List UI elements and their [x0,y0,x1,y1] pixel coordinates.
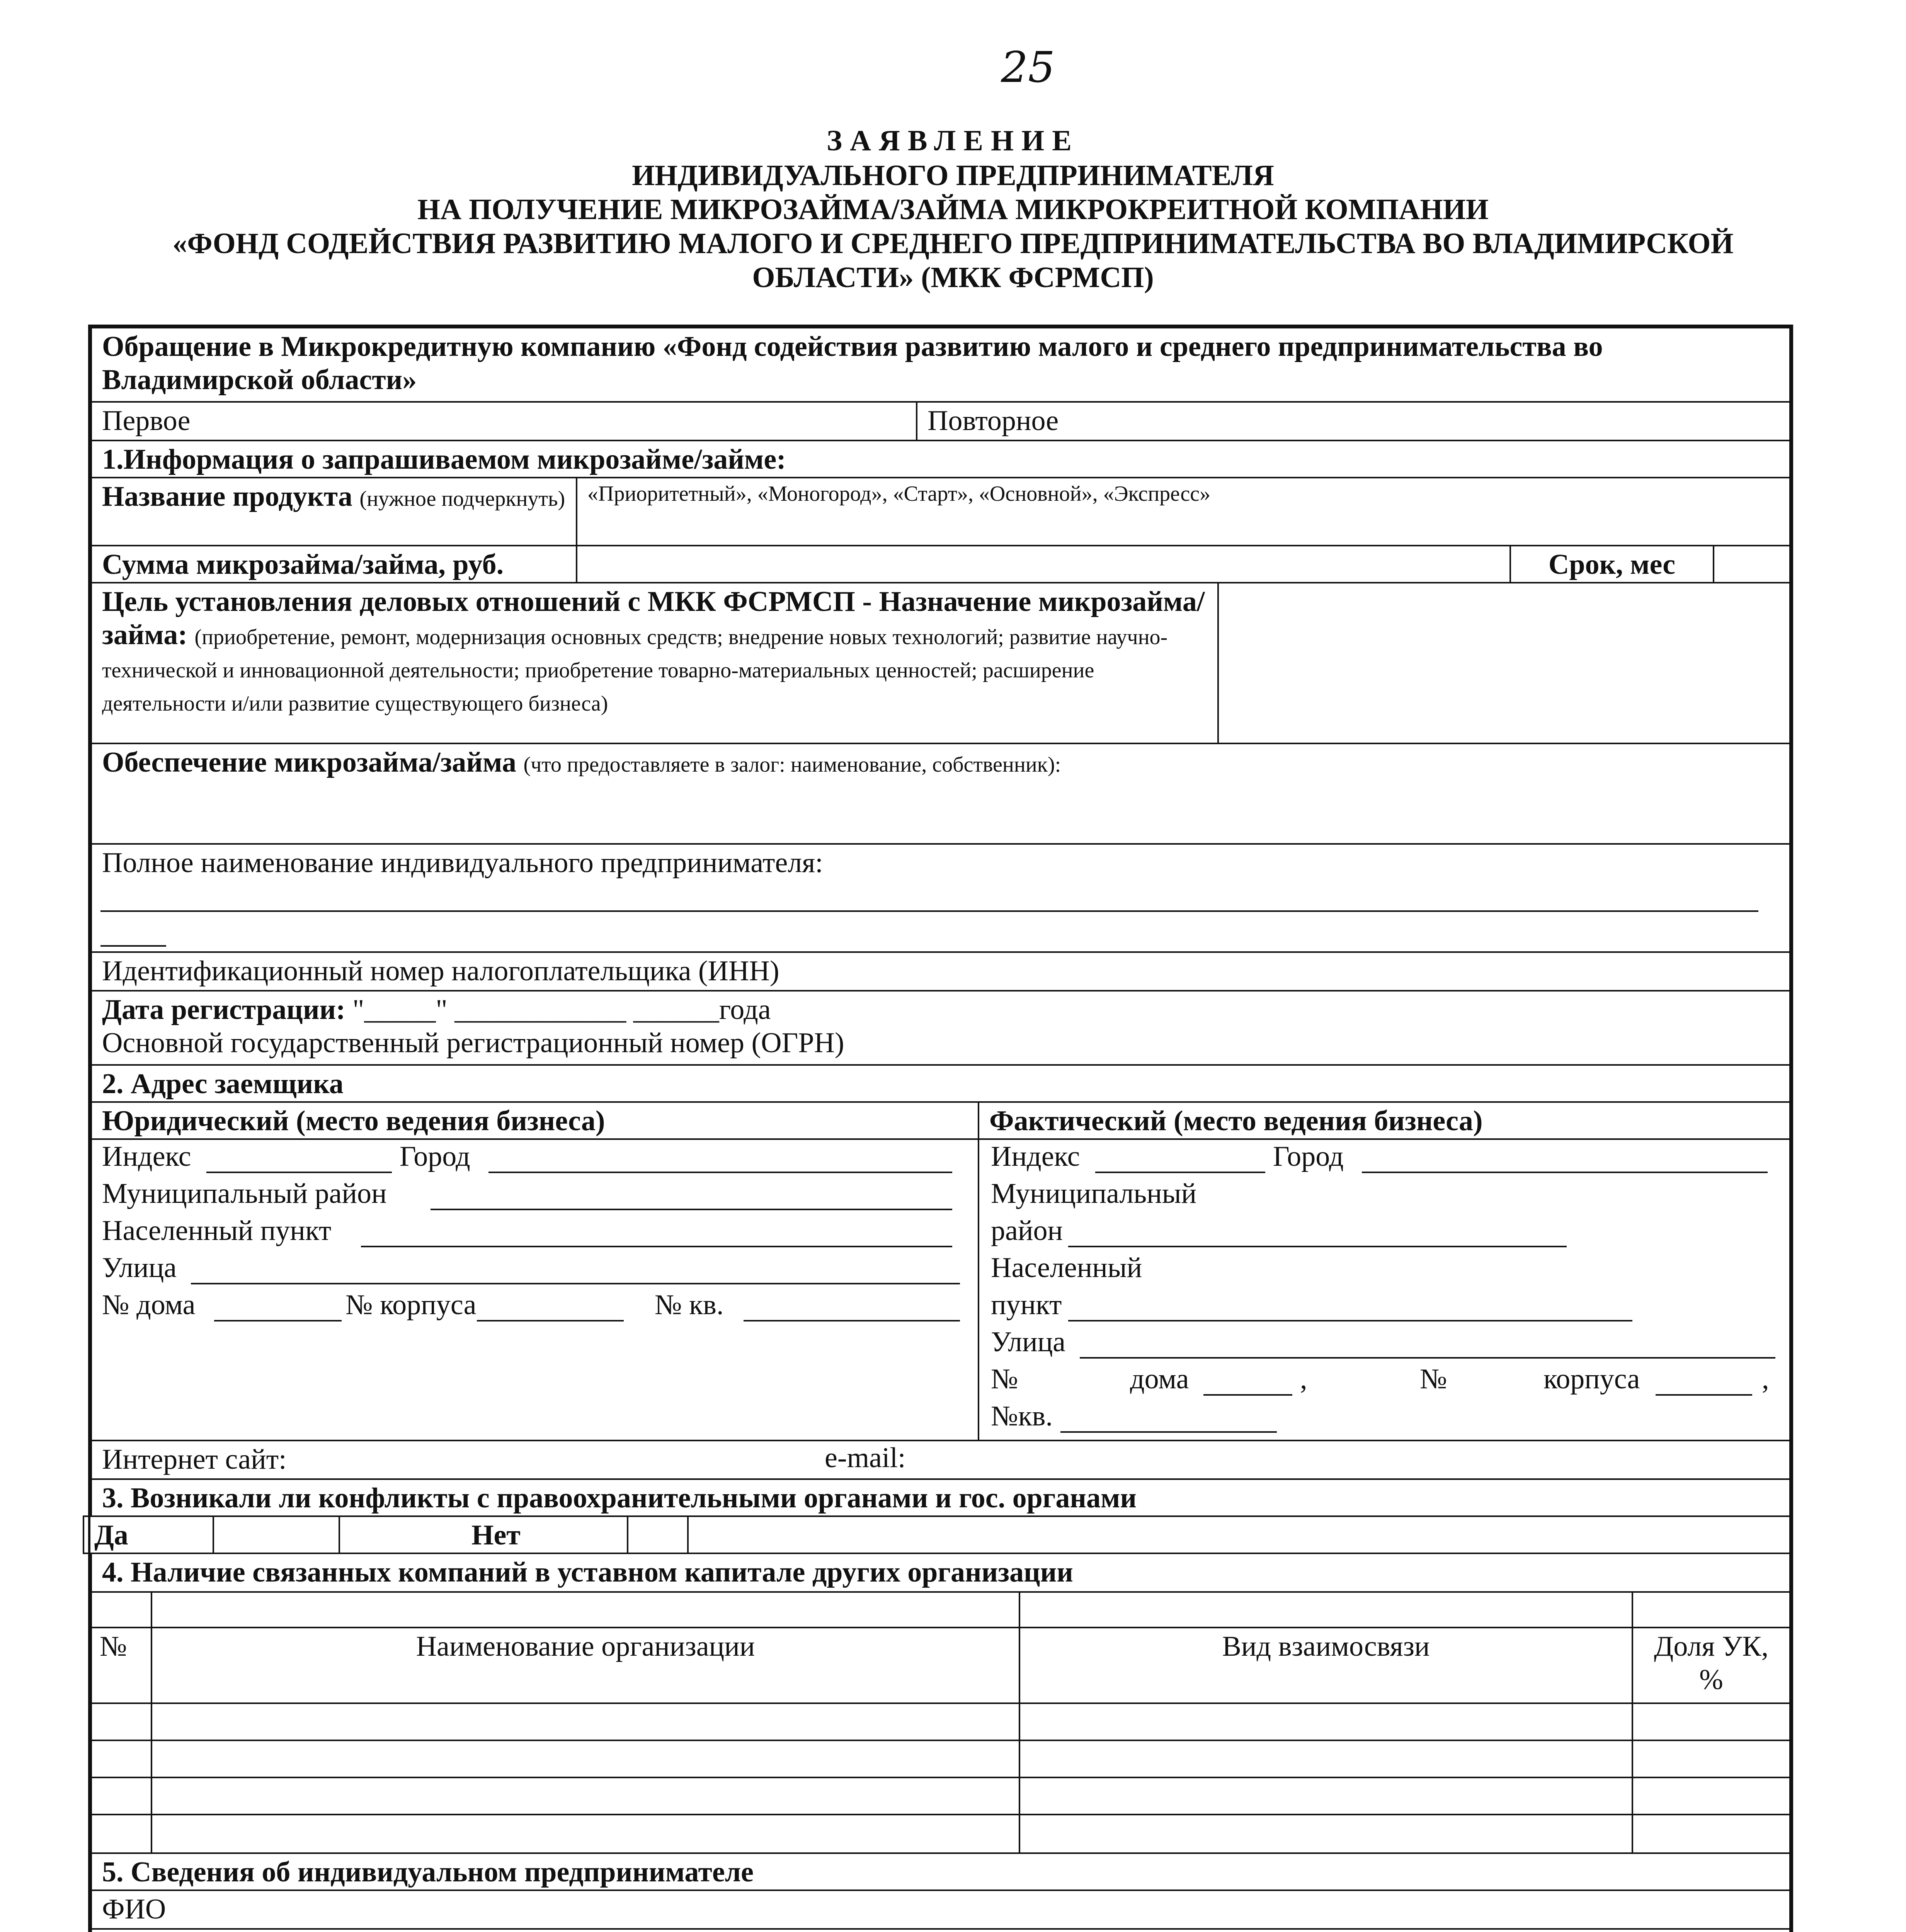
full-name-line [100,910,1758,912]
table-row[interactable] [1019,1777,1633,1815]
product-label-bold: Название продукта [102,481,352,512]
legal-city-line [488,1172,952,1173]
repeat-appeal-option[interactable]: Повторное [916,401,1791,441]
legal-locality-label: Населенный пункт [102,1215,332,1247]
table-row[interactable] [1019,1814,1633,1854]
section1-title: 1.Информация о запрашиваемом микрозайме/займе: [90,440,1791,478]
table-row[interactable] [1632,1777,1791,1815]
company-email-label: e-mail: [825,1442,906,1474]
section2-title: 2. Адрес заемщика [90,1064,1791,1103]
legal-flat-line [744,1320,960,1321]
actual-house-line [1203,1394,1292,1396]
legal-flat-label: № кв. [655,1289,724,1321]
collateral-row[interactable] [90,743,1791,845]
table-cell [151,1591,1020,1628]
actual-locality-line [1068,1320,1632,1321]
appeal-header: Обращение в Микрокредитную компанию «Фонд содействия развитию малого и среднего предпринимательства во Владимирской области» [90,327,1791,403]
inn-row[interactable]: Идентификационный номер налогоплательщика (ИНН) [90,951,1791,992]
actual-house-num-sign: № [991,1363,1018,1395]
table-row[interactable] [151,1702,1020,1741]
table-row[interactable] [1019,1702,1633,1741]
actual-flat-label: №кв. [991,1400,1053,1432]
actual-city-label: Город [1273,1141,1344,1172]
table-row[interactable] [151,1740,1020,1778]
doc-title: ЗАЯВЛЕНИЕ [827,124,1079,157]
section3-filler [687,1515,1791,1554]
yes-option[interactable]: Да [83,1515,214,1554]
legal-address-title: Юридический (место ведения бизнеса) [90,1101,979,1140]
actual-building-line [1656,1394,1752,1396]
contacts-row[interactable] [90,1440,1791,1480]
legal-building-label: № корпуса [345,1289,476,1321]
actual-building-comma: , [1762,1363,1769,1395]
ip-birth-row[interactable] [90,1928,1791,1932]
col-relation-header: Вид взаимосвязи [1019,1627,1633,1704]
table-row[interactable] [151,1814,1020,1854]
sum-label: Сумма микрозайма/займа, руб. [90,545,577,583]
registration-block[interactable] [90,990,1791,1066]
legal-city-label: Город [400,1141,470,1172]
table-row[interactable] [90,1814,152,1854]
doc-subtitle-3: «ФОНД СОДЕЙСТВИЯ РАЗВИТИЮ МАЛОГО И СРЕДНЕГО ПРЕДПРИНИМАТЕЛЬСТВА ВО ВЛАДИМИРСКОЙ [172,227,1734,260]
table-row[interactable] [1632,1702,1791,1741]
doc-subtitle-4: ОБЛАСТИ» (МКК ФСРМСП) [752,261,1154,294]
reg-date-row [102,993,1779,1026]
legal-municipal-line [431,1209,952,1210]
legal-index-label: Индекс [102,1141,191,1172]
actual-address-title: Фактический (место ведения бизнеса) [978,1101,1791,1140]
section5-title: 5. Сведения об индивидуальном предпринимателе [90,1852,1791,1891]
legal-street-line [191,1283,960,1284]
table-cell [1632,1591,1791,1628]
actual-locality-label-1: Населенный [991,1252,1142,1284]
application-form [88,325,1793,1932]
collateral-note: (что предоставляете в залог: наименование, собственник): [523,753,1061,777]
section3-title: 3. Возникали ли конфликты с правоохранительными органами и гос. органами [90,1478,1791,1517]
term-field[interactable] [1713,545,1791,583]
legal-street-label: Улица [102,1252,177,1284]
actual-index-label: Индекс [991,1141,1080,1172]
section4-title: 4. Наличие связанных компаний в уставном капитале других организации [90,1553,1791,1593]
legal-house-line [214,1320,342,1321]
first-appeal-option[interactable]: Первое [90,401,917,441]
term-label: Срок, мес [1509,545,1714,583]
actual-index-line [1095,1172,1265,1173]
legal-building-line [477,1320,624,1321]
legal-index-line [206,1172,392,1173]
full-name-line-2 [100,945,166,947]
actual-locality-label-2: пункт [991,1289,1062,1321]
ogrn-label: Основной государственный регистрационный номер (ОГРН) [102,1027,844,1059]
actual-municipal-label-1: Муниципальный [991,1178,1197,1209]
legal-locality-line [361,1246,952,1247]
actual-street-line [1080,1357,1775,1359]
table-row[interactable] [1632,1814,1791,1854]
product-options[interactable]: «Приоритетный», «Моногород», «Старт», «Основной», «Экспресс» [576,477,1791,546]
ip-fio-row[interactable]: ФИО [90,1889,1791,1930]
sum-field[interactable] [576,545,1511,583]
no-option[interactable]: Нет [339,1515,628,1554]
table-row[interactable] [1019,1740,1633,1778]
table-cell [90,1591,152,1628]
actual-city-line [1362,1172,1768,1173]
yes-checkbox[interactable] [213,1515,340,1554]
product-label-note: (нужное подчеркнуть) [359,487,565,511]
website-label: Интернет сайт: [102,1444,287,1475]
purpose-label-bold: Цель установления деловых отношений с МКК ФСРМСП - Назначение микрозайма/займа: [102,586,1205,651]
table-row[interactable] [90,1740,152,1778]
doc-subtitle-2: НА ПОЛУЧЕНИЕ МИКРОЗАЙМА/ЗАЙМА МИКРОКРЕИТНОЙ КОМПАНИИ [417,193,1489,226]
table-row[interactable] [1632,1740,1791,1778]
actual-municipal-label-2: район [991,1215,1063,1247]
actual-building-num-sign: № [1420,1363,1447,1395]
collateral-label: Обеспечение микрозайма/займа [102,747,516,778]
legal-municipal-label: Муниципальный район [102,1178,387,1209]
table-cell [1019,1591,1633,1628]
reg-date-fill: "_____" ____________ ______года [352,994,771,1026]
purpose-field[interactable] [1217,582,1791,744]
col-share-header: Доля УК, % [1632,1627,1791,1704]
page-number: 25 [1001,43,1055,92]
doc-subtitle-1: ИНДИВИДУАЛЬНОГО ПРЕДПРИНИМАТЕЛЯ [632,159,1274,192]
legal-house-label: № дома [102,1289,196,1321]
table-row[interactable] [90,1777,152,1815]
actual-street-label: Улица [991,1326,1066,1358]
col-num-header: № [90,1627,152,1704]
actual-flat-line [1060,1431,1277,1433]
table-row[interactable] [90,1702,152,1741]
purpose-note: (приобретение, ремонт, модернизация основных средств; внедрение новых технологий; развитие научно-технической и инновационной деятельности; приобретение товарно-материальных ценностей; расширение деятельности и/или развитие существующего бизнеса) [102,625,1168,716]
actual-municipal-line [1068,1246,1567,1247]
actual-house-comma: , [1300,1363,1307,1395]
purpose-label [90,582,1219,744]
reg-date-label: Дата регистрации: [102,994,345,1026]
no-checkbox[interactable] [627,1515,689,1554]
product-label [90,477,577,546]
full-name-row[interactable] [90,843,1791,953]
col-org-name-header: Наименование организации [151,1627,1020,1704]
table-row[interactable] [151,1777,1020,1815]
actual-building-label: корпуса [1544,1363,1640,1395]
actual-house-label: дома [1130,1363,1189,1395]
full-name-label: Полное наименование индивидуального предпринимателя: [102,847,823,879]
